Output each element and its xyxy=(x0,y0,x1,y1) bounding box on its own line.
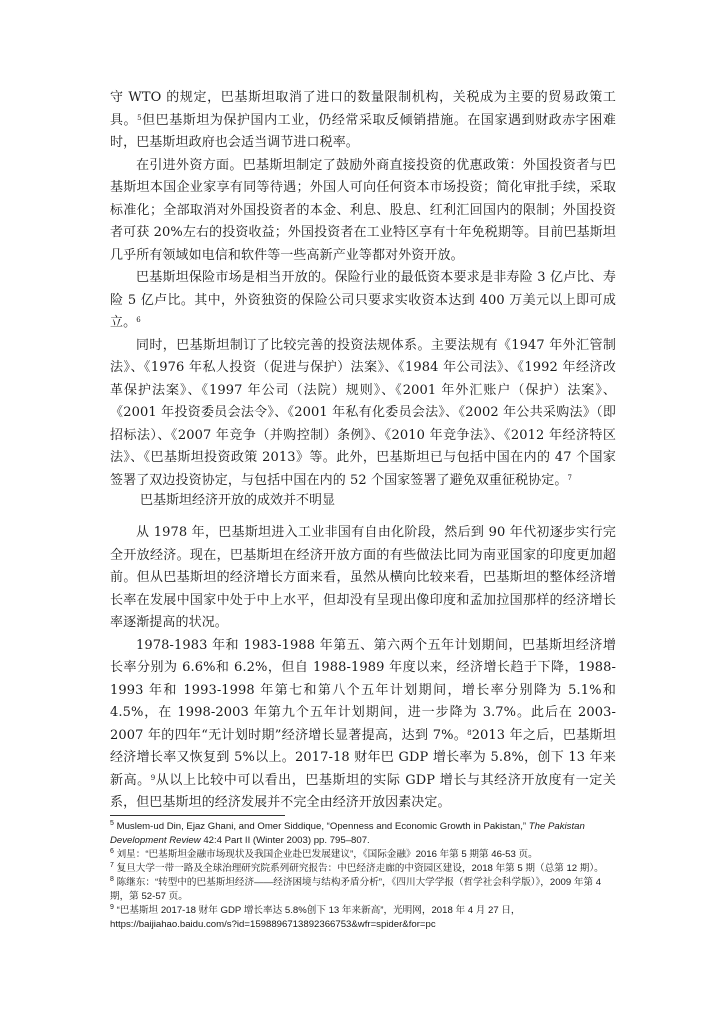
footnote-ref-5[interactable]: 5 xyxy=(137,113,142,122)
paragraph-trade-policy: 守 WTO 的规定，巴基斯坦取消了进口的数量限制机构，关税成为主要的贸易政策工具。$^5$但巴基斯坦为保护国内工业，仍经常采取反倾销措施。在国家遇到财政赤字困难时，巴基斯坦政府也会适当调节进口税率。 xyxy=(110,90,616,150)
paragraph-insurance-market: 巴基斯坦保险市场是相当开放的。保险行业的最低资本要求是非寿险 3 亿卢比、寿险 5 亿卢比。其中，外资独资的保险公司只要求实收资本达到 400 万美元以上即可成立。$^6$ xyxy=(110,270,616,330)
footnote-ref-9[interactable]: 9 xyxy=(150,773,156,782)
footnote-7: $^7$ 复旦大学一带一路及全球治理研究院系列研究报告：中巴经济走廊的中资园区建设，2018 年第 5 期（总第 12 期）。 xyxy=(110,862,604,874)
paragraph-foreign-investment: 在引进外资方面。巴基斯坦制定了鼓励外商直接投资的优惠政策：外国投资者与巴基斯坦本国企业家享有同等待遇；外国人可向任何资本市场投资；简化审批手续，采取标准化；全部取消对外国投资者的本金、利息、股息、红利汇回国内的限制；外国投资者可获 20%左右的投资收益；外国投资者在工业特区享有十年免税期等。目前巴基斯坦几乎所有领域如电信和软件等一些高新产业等都对外资开放。 xyxy=(110,157,616,263)
body-text-section xyxy=(110,522,616,815)
body-text-top xyxy=(110,87,616,492)
footnote-ref-6[interactable]: 6 xyxy=(136,316,141,324)
paragraph-growth-rates: 1978-1983 年和 1983-1988 年第五、第六两个五年计划期间，巴基斯坦经济增长率分别为 6.6%和 6.2%，但自 1988-1989 年度以来，经济增长趋于下降，1988-1993 年和 1993-1998 年第七和第八个五年计划期间，增长率分别降为 5.1%和 4.5%，在 1998-2003 年第九个五年计划期间，进一步降为 3.7%。此后在 2003-2007 年的四年“无计划时期”经济增长显著提高，达到 7%。$^8$2013 年之后，巴基斯坦经济增长率又恢复到 5%以上。2017-18 财年巴 GDP 增长率为 5.8%，创下 13 年来新高。$^9$从以上比较中可以看出，巴基斯坦的实际 GDP 增长与其经济开放度有一定关系，但巴基斯坦的经济发展并不完全由经济开放因素决定。 xyxy=(110,637,616,810)
footnote-5: $^5$ Muslem-ud Din, Ejaz Ghani, and Omer Siddique, “Openness and Economic Growth in Pakistan,” The Pakistan Development Review 42:4 Part II (Winter 2003) pp. 795–807. xyxy=(110,820,585,846)
paragraph-investment-laws: 同时，巴基斯坦制订了比较完善的投资法规体系。主要法规有《1947 年外汇管制法》、《1976 年私人投资（促进与保护）法案》、《1984 年公司法》、《1992 年经济改革保护法案》、《1997 年公司（法院）规则》、《2001 年外汇账户（保护）法案》、《2001 年投资委员会法令》、《2001 年私有化委员会法》、《2002 年公共采购法》（即招标法）、《2007 年竞争（并购控制）条例》、《2010 年竞争法》、《2012 年经济特区法》、《巴基斯坦投资政策 2013》等。此外，巴基斯坦已与包括中国在内的 47 个国家签署了双边投资协定，与包括中国在内的 52 个国家签署了避免双重征税协定。$^7$ xyxy=(110,337,616,488)
footnote-ref-7[interactable]: 7 xyxy=(567,473,573,482)
footnote-divider xyxy=(110,815,285,816)
footnote-9: $^9$ “巴基斯坦 2017-18 财年 GDP 增长率达 5.8%创下 13 年来新高”，光明网，2018 年 4 月 27 日，https://baijiahao.baidu.com/s?id=1598896713892366753&wfr=spider&for=pc xyxy=(110,904,521,930)
footnotes xyxy=(110,820,616,932)
paragraph-opening-history: 从 1978 年，巴基斯坦进入工业非国有自由化阶段，然后到 90 年代初逐步实行完全开放经济。现在，巴基斯坦在经济开放方面的有些做法比同为南亚国家的印度更加超前。但从巴基斯坦的经济增长方面来看，虽然从横向比较来看，巴基斯坦的整体经济增长率在发展中国家中处于中上水平，但却没有呈现出像印度和孟加拉国那样的经济增长率逐渐提高的状况。 xyxy=(110,525,616,630)
footnote-8: $^8$ 陈继东：“转型中的巴基斯坦经济——经济困境与结构矛盾分析”，《四川大学学报（哲学社会科学版）》，2009 年第 4 期，第 52-57 页。 xyxy=(110,876,602,902)
section-heading: 巴基斯坦经济开放的成效并不明显 xyxy=(140,493,336,508)
footnote-6: $^6$ 刘星：“巴基斯坦金融市场现状及我国企业赴巴发展建议”，《国际金融》2016 年第 5 期第 46-53 页。 xyxy=(110,848,538,860)
footnote-ref-8[interactable]: 8 xyxy=(467,728,472,737)
